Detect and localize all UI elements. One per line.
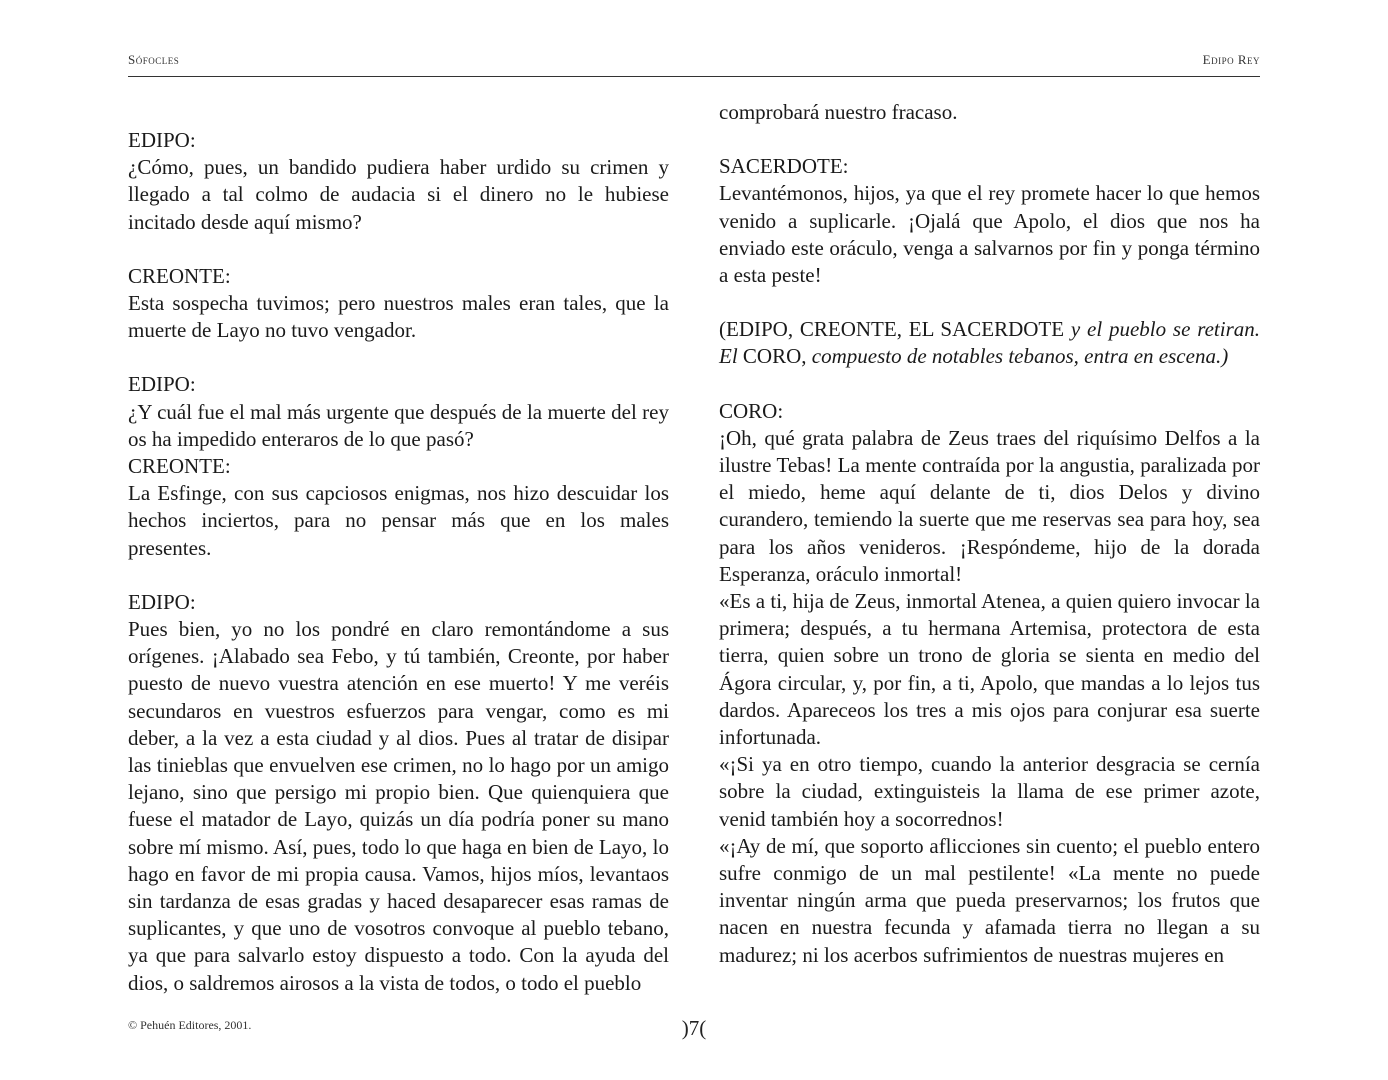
spacer: [128, 562, 669, 589]
speech-text: «Es a ti, hija de Zeus, inmortal Atenea, a quien quiero invocar la primera; después, a tu hermana Artemisa, protectora de esta tierra, quien sobre un trono de gloria se sienta en medio del Ágora circular, y, por fin, a ti, Apolo, que mandas a lo lejos tus dardos. Apareceos los tres a mis ojos para conjurar esa suerte infortunada.: [719, 589, 1260, 750]
speech-text: ¡Oh, qué grata palabra de Zeus traes del riquísimo Delfos a la ilustre Tebas! La mente contraída por la angustia, paralizada por el miedo, heme aquí delante de ti, dios Delos y divino curandero, temiendo la suerte que me reservas sea para hoy, sea para los años venideros. ¡Respóndeme, hijo de la dorada Esperanza, oráculo inmortal!: [719, 425, 1260, 586]
header-author: Sófocles: [128, 52, 180, 67]
speech-text: ¿Y cuál fue el mal más urgente que después de la muerte del rey os ha impedido enteraros de lo que pasó?: [128, 399, 669, 451]
left-column: [128, 127, 669, 997]
continuation-text: comprobará nuestro fracaso.: [719, 100, 958, 124]
spacer: [128, 344, 669, 371]
speaker-label: SACERDOTE:: [719, 154, 849, 179]
spacer: [719, 371, 1260, 398]
speech-text: Pues bien, yo no los pondré en claro remontándome a sus orígenes. ¡Alabado sea Febo, y tú también, Creonte, por haber puesto de nuevo vuestra atención en ese muerto! Y me veréis secundaros en vuestros esfuerzos para vengar, como es mi deber, a la vez a esta ciudad y al dios. Pues al tratar de disipar las tinieblas que envuelven ese crimen, no lo hago por un amigo lejano, sino que persigo mi propio bien. Que quienquiera que fuese el matador de Layo, quizás un día podría poner su mano sobre mí mismo. Así, pues, todo lo que haga en bien de Layo, lo hago en favor de mi propia causa. Vamos, hijos míos, levantaos sin tardanza de esas gradas y haced desaparecer esas ramas de suplicantes, y que uno de vosotros convoque al pueblo tebano, ya que para salvarlo estoy dispuesto a todo. Con la ayuda del dios, o saldremos airosos a la vista de todos, o todo el pueblo: [128, 617, 669, 995]
right-column: [719, 99, 1260, 969]
speech-text: Levantémonos, hijos, ya que el rey promete hacer lo que hemos venido a suplicarle. ¡Ojalá que Apolo, el dios que nos ha enviado este oráculo, venga a salvarnos por fin y ponga término a esta peste!: [719, 181, 1260, 288]
speaker-label: CORO:: [719, 398, 784, 423]
copyright-notice: © Pehuén Editores, 2001.: [128, 1018, 252, 1032]
stage-direction-italic: y el pueblo se retiran. El: [719, 317, 1260, 369]
running-header: [128, 50, 1260, 77]
speech-text: «¡Ay de mí, que soporto aflicciones sin cuento; el pueblo entero sufre conmigo de un mal pestilente! «La mente no puede inventar ningún arma que pueda preservarnos; los frutos que nacen en nuestra fecunda y afamada tierra no llegan a su madurez; ni los acerbos sufrimientos de nuestras mujeres en: [719, 833, 1260, 967]
speech-text: Esta sospecha tuvimos; pero nuestros males eran tales, que la muerte de Layo no tuvo vengador.: [128, 291, 669, 343]
spacer: [128, 236, 669, 263]
spacer: [719, 126, 1260, 153]
stage-direction-italic: compuesto de notables tebanos, entra en escena.): [811, 344, 1229, 369]
speaker-label: CREONTE:: [128, 454, 231, 479]
speech-text: ¿Cómo, pues, un bandido pudiera haber urdido su crimen y llegado a tal colmo de audacia si el dinero no le hubiese incitado desde aquí mismo?: [128, 155, 669, 234]
page-number: )7(: [681, 1016, 707, 1040]
stage-direction: [719, 316, 1260, 370]
stage-direction-text: (EDIPO, CREONTE, EL SACERDOTE: [719, 317, 1071, 342]
speaker-label: CREONTE:: [128, 263, 231, 288]
speaker-label: EDIPO:: [128, 372, 196, 397]
header-title: Edipo Rey: [1202, 52, 1260, 67]
speaker-label: EDIPO:: [128, 128, 196, 152]
speech-text: «¡Si ya en otro tiempo, cuando la anterior desgracia se cernía sobre la ciudad, extinguisteis la llama de ese primer azote, venid también hoy a socorrednos!: [719, 752, 1260, 831]
speaker-label: EDIPO:: [128, 589, 196, 614]
speech-text: La Esfinge, con sus capciosos enigmas, nos hizo descuidar los hechos inciertos, para no pensar más que en los males presentes.: [128, 481, 669, 560]
stage-direction-text: CORO,: [737, 344, 812, 369]
spacer: [719, 289, 1260, 316]
